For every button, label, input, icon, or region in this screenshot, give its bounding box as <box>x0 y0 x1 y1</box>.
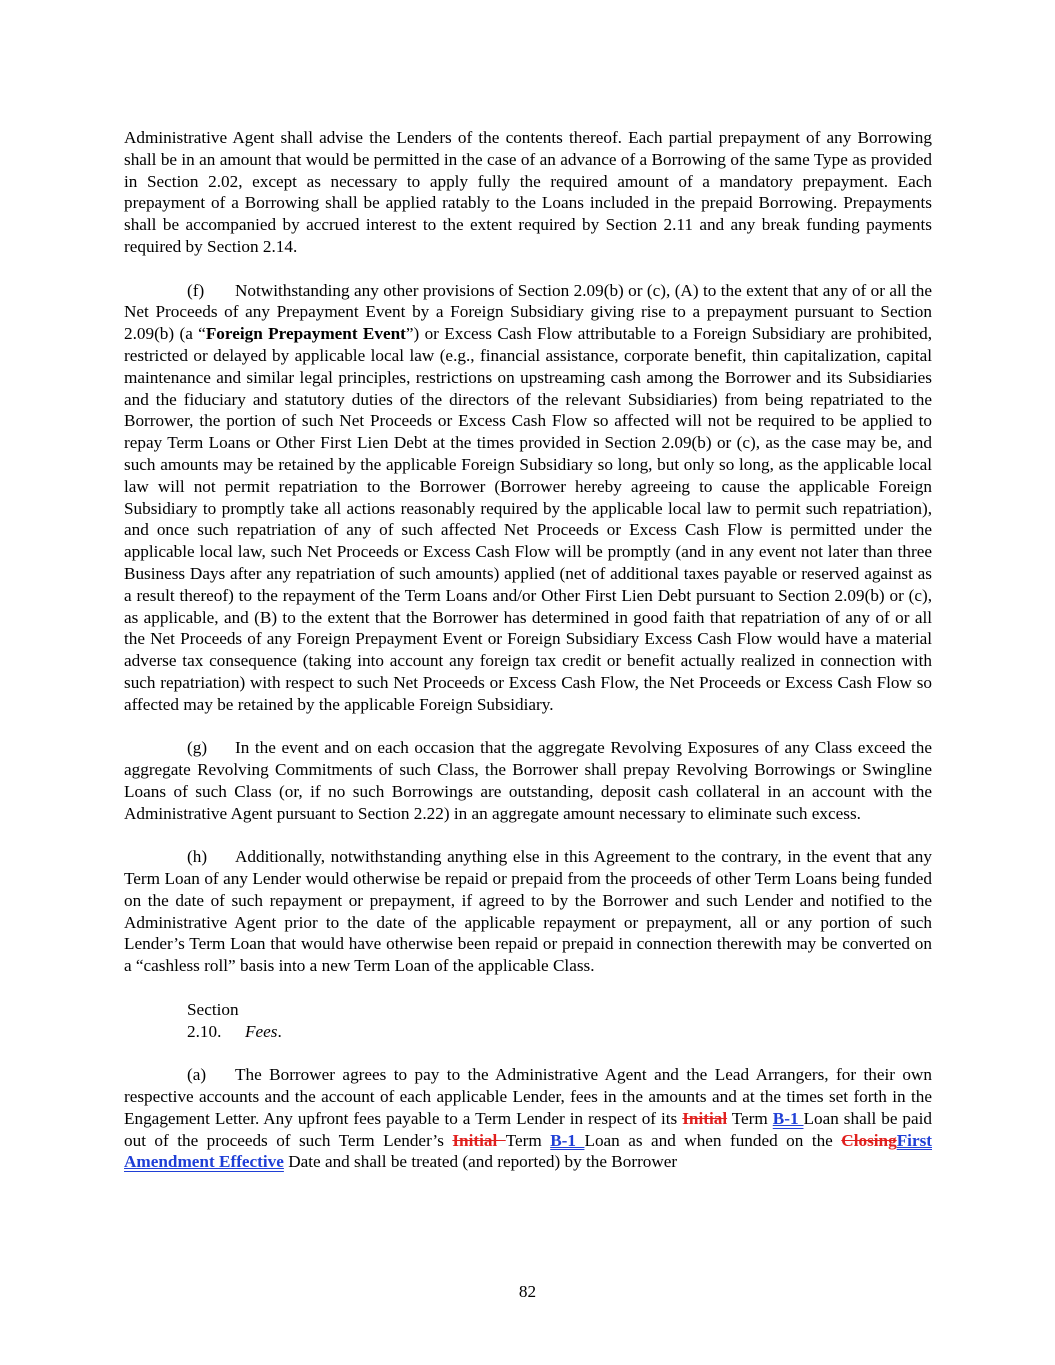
defined-term-foreign-prepayment-event: Foreign Prepayment Event <box>205 324 406 344</box>
paragraph-a-label: (a) <box>187 1065 207 1085</box>
paragraph-a-text-3: Loan shall be paid out of the proceeds of such Term Lender’s <box>124 1108 933 1150</box>
deleted-text-initial-2: Initial <box>452 1130 506 1150</box>
section-title: Fees <box>245 1021 278 1041</box>
paragraph-h-label: (h) <box>187 847 208 867</box>
carryover-paragraph: Administrative Agent shall advise the Lenders of the contents thereof. Each partial prepayment of any Borrowing shall be in an amount that would be permitted in the case of an advance of a Borrowing of the same Type as provided in Section 2.02, except as necessary to apply fully the required amount of a mandatory prepayment. Each prepayment of a Borrowing shall be applied ratably to the Loans included in the prepaid Borrowing. Prepayments shall be accompanied by accrued interest to the extent required by Section 2.11 and any break funding payments required by Section 2.14. <box>124 128 932 256</box>
paragraph-g-text: In the event and on each occasion that the aggregate Revolving Exposures of any Class exceed the aggregate Revolving Commitments of such Class, the Borrower shall prepay Revolving Borrowings or Swingline Loans of such Class (or, if no such Borrowings are outstanding, deposit cash collateral in an account with the Administrative Agent pursuant to Section 2.22) in an aggregate amount necessary to eliminate such excess. <box>124 738 932 823</box>
paragraph-a-text-4: Term <box>505 1130 551 1150</box>
deleted-text-closing: Closing <box>841 1130 897 1150</box>
paragraph-a <box>124 1064 932 1173</box>
document-page <box>124 127 932 1195</box>
section-heading <box>124 999 932 1043</box>
paragraph-h-text: Additionally, notwithstanding anything else in this Agreement to the contrary, in the event that any Term Loan of any Lender would otherwise be repaid or prepaid from the proceeds of other Term Loans being funded on the date of such repayment or prepayment, if agreed to by the Borrower and such Lender and notified to the Administrative Agent prior to the date of the applicable repayment or prepayment, all or any portion of such Lender’s Term Loan that would have otherwise been repaid or prepaid in connection therewith may be converted on a “cashless roll” basis into a new Term Loan of the applicable Class. <box>124 847 932 976</box>
deleted-text-initial-1: Initial <box>682 1108 728 1128</box>
paragraph-h <box>124 846 932 977</box>
section-number: Section 2.10. <box>187 999 239 1041</box>
paragraph-f-text-2: ”) or Excess Cash Flow attributable to a Foreign Subsidiary are prohibited, restricted or delayed by applicable local law (e.g., financial assistance, corporate benefit, thin capitalization, capital maintenance and similar legal principles, restrictions on upstreaming cash among the Borrower and its Subsidiaries and the fiduciary and statutory duties of the directors of the relevant Subsidiaries) from being repatriated to the Borrower, the portion of such Net Proceeds or Excess Cash Flow so affected will not be required to be applied to repay Term Loans or Other First Lien Debt at the times provided in Section 2.09(b) or (c), as the case may be, and such amounts may be retained by the applicable Foreign Subsidiary so long, but only so long, as the applicable local law will not permit repatriation to the Borrower (Borrower hereby agreeing to cause the applicable Foreign Subsidiary to promptly take all actions reasonably required by the applicable local law to permit such repatriation), and once such repatriation of any of such affected Net Proceeds or Excess Cash Flow is permitted under the applicable local law, such Net Proceeds or Excess Cash Flow will be promptly (and in any event not later than three Business Days after any repatriation of such amounts) applied (net of additional taxes payable or reserved against as a result thereof) to the repayment of the Term Loans and/or Other First Lien Debt pursuant to Section 2.09(b) or (c), as applicable, and (B) to the extent that the Borrower has determined in good faith that repatriation of any of or all the Net Proceeds of any Foreign Prepayment Event or Foreign Subsidiary Excess Cash Flow would have a material adverse tax consequence (taking into account any foreign tax credit or benefit actually realized in connection with such repatriation) with respect to such Net Proceeds or Excess Cash Flow, the Net Proceeds or Excess Cash Flow so affected may be retained by the applicable Foreign Subsidiary. <box>124 324 933 714</box>
paragraph-f <box>124 280 932 716</box>
paragraph-f-text-1: Notwithstanding any other provisions of Section 2.09(b) or (c), (A) to the extent that any of or all the Net Proceeds of any Prepayment Event by a Foreign Subsidiary giving rise to a prepayment pursuant to Section 2.09(b) (a “ <box>124 280 932 344</box>
page-number: 82 <box>518 1282 537 1301</box>
paragraph-a-text-6: Date and shall be treated (and reported) by the Borrower <box>283 1152 678 1172</box>
section-title-period: . <box>277 1021 282 1041</box>
inserted-text-b1-1: B-1 <box>772 1108 804 1128</box>
inserted-text-first-amendment-effective: First Amendment Effective <box>124 1130 933 1172</box>
paragraph-a-text-5: Loan as and when funded on the <box>584 1130 842 1150</box>
paragraph-a-text-2: Term <box>727 1108 773 1128</box>
paragraph-g-label: (g) <box>187 738 208 758</box>
paragraph-f-label: (f) <box>187 280 205 300</box>
paragraph-g <box>124 737 932 824</box>
inserted-text-b1-2: B-1 <box>550 1130 585 1150</box>
paragraph-a-text-1: The Borrower agrees to pay to the Administrative Agent and the Lead Arrangers, for their own respective accounts and the account of each applicable Lender, fees in the amounts and at the times set forth in the Engagement Letter. Any upfront fees payable to a Term Lender in respect of its <box>124 1065 932 1128</box>
